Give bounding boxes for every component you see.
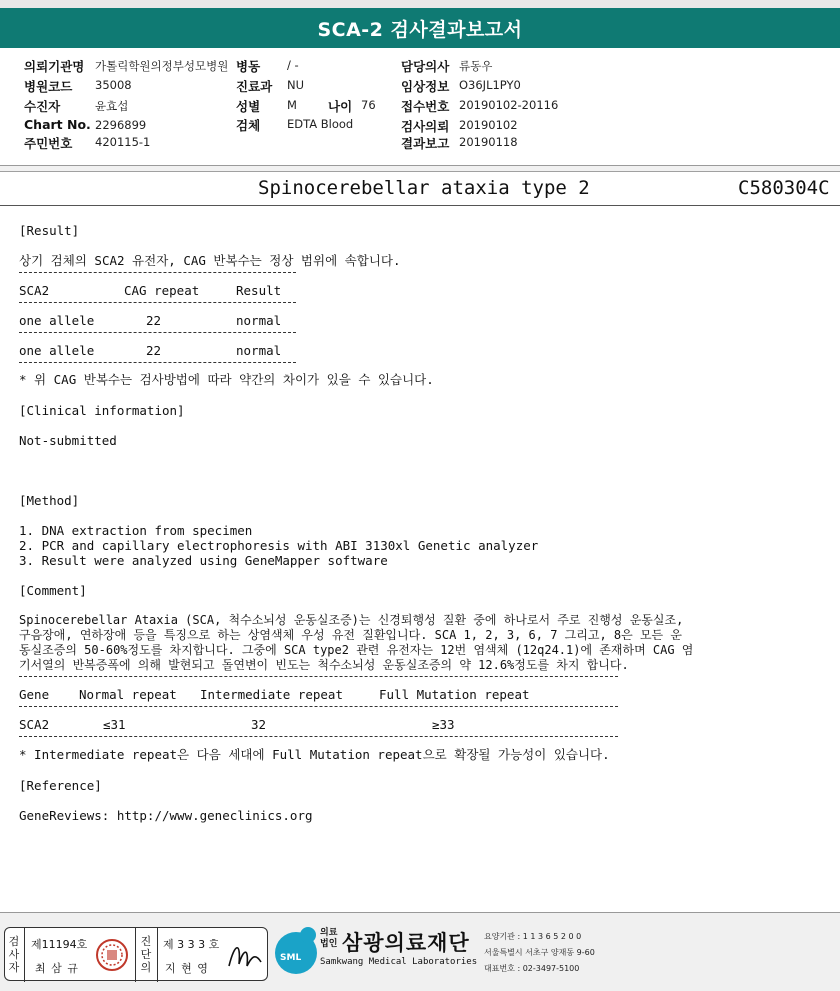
method-step-1: 1. DNA extraction from specimen xyxy=(19,523,253,538)
clinical-info-label: 임상정보 xyxy=(401,79,450,94)
result-col-gene: SCA2 xyxy=(19,283,50,298)
comment-col-intermediate: Intermediate repeat xyxy=(200,687,343,702)
result-col-cag: CAG repeat xyxy=(124,283,200,298)
sml-logo-icon xyxy=(272,925,320,975)
institution-code: 요양기관 : 1 1 3 6 5 2 0 0 xyxy=(484,932,582,941)
comment-note: * Intermediate repeat은 다음 세대에 Full Mutation repeat으로 확장될 가능성이 있습니다. xyxy=(19,747,610,762)
reception-label: 접수번호 xyxy=(401,99,450,114)
method-step-3: 3. Result were analyzed using GeneMapper software xyxy=(19,553,388,568)
top-strip xyxy=(0,0,840,8)
lab-logo-block xyxy=(272,923,832,985)
result-date-value: 20190118 xyxy=(459,135,518,149)
comment-col-normal: Normal repeat xyxy=(79,687,177,702)
clinical-info-value: O36JL1PY0 xyxy=(459,78,521,92)
approver-label: 진단의 xyxy=(140,935,152,974)
comment-line-1: Spinocerebellar Ataxia (SCA, 척수소뇌성 운동실조증)는 신경퇴행성 질환 중에 하나로서 주로 진행성 운동실조, xyxy=(19,613,684,627)
patient-name-label: 수진자 xyxy=(24,99,61,114)
age-label: 나이 xyxy=(328,99,353,114)
chart-no-value: 2296899 xyxy=(95,118,147,132)
request-date-value: 20190102 xyxy=(459,118,518,132)
comment-row-gene: SCA2 xyxy=(19,717,50,732)
test-header xyxy=(0,172,840,206)
specimen-value: EDTA Blood xyxy=(287,117,354,131)
comment-row-normal: ≤31 xyxy=(103,717,126,732)
inspector-name: 최 삼 규 xyxy=(35,962,79,975)
method-heading: [Method] xyxy=(19,493,80,508)
test-code: C580304C xyxy=(738,177,830,199)
comment-row-full: ≥33 xyxy=(432,717,455,732)
rrn-label: 주민번호 xyxy=(24,136,73,151)
logo-text: SML xyxy=(280,953,302,963)
signature-box xyxy=(4,927,268,981)
sex-label: 성별 xyxy=(236,99,261,114)
org-address: 서울특별시 서초구 양재동 9-60 xyxy=(484,948,595,957)
signature-icon xyxy=(225,936,265,974)
approver-name: 지 현 영 xyxy=(165,962,209,975)
doctor-value: 류동우 xyxy=(459,59,493,73)
clinical-heading: [Clinical information] xyxy=(19,403,185,418)
institution-value: 가톨릭학원의정부성모병원 xyxy=(95,59,229,73)
result-date-label: 결과보고 xyxy=(401,136,450,151)
report-footer xyxy=(0,912,840,991)
rrn-value: 420115-1 xyxy=(95,135,151,149)
comment-line-4: 기서열의 반복증폭에 의해 발현되고 돌연변이 빈도는 척수소뇌성 운동실조증의 약 12.6%정도를 차지 합니다. xyxy=(19,658,629,672)
approver-license: 제 3 3 3 호 xyxy=(163,938,220,951)
comment-line-3: 동실조증의 50-60%정도를 차지합니다. 그중에 SCA type2 관련 유전자는 12번 염색체 (12q24.1)에 존재하며 CAG 염 xyxy=(19,643,694,657)
ward-label: 병동 xyxy=(236,59,261,74)
clinical-text: Not-submitted xyxy=(19,433,117,448)
age-value: 76 xyxy=(361,98,376,112)
divider xyxy=(19,736,618,737)
result-heading: [Result] xyxy=(19,223,80,238)
comment-row-intermediate: 32 xyxy=(251,717,267,732)
org-name: 삼광의료재단 xyxy=(342,931,470,955)
divider xyxy=(19,362,296,363)
org-english-name: Samkwang Medical Laboratories xyxy=(320,957,478,967)
hospital-code-label: 병원코드 xyxy=(24,79,73,94)
dept-label: 진료과 xyxy=(236,79,273,94)
chart-no-label: Chart No. xyxy=(24,117,91,132)
result-row-1-allele: one allele xyxy=(19,313,95,328)
test-name: Spinocerebellar ataxia type 2 xyxy=(258,177,590,199)
divider xyxy=(19,332,296,333)
org-type: 의료법인 xyxy=(320,928,338,949)
patient-info-panel xyxy=(0,48,840,166)
sex-value: M xyxy=(287,98,297,112)
dept-value: NU xyxy=(287,78,305,92)
divider xyxy=(19,706,618,707)
reference-text: GeneReviews: http://www.geneclinics.org xyxy=(19,808,313,823)
divider xyxy=(19,676,618,677)
specimen-label: 검체 xyxy=(236,118,261,133)
inspector-label: 검사자 xyxy=(8,935,20,974)
result-row-2-result: normal xyxy=(236,343,282,358)
reception-value: 20190102-20116 xyxy=(459,98,559,112)
ward-value: / - xyxy=(287,58,299,72)
comment-heading: [Comment] xyxy=(19,583,87,598)
result-row-2-allele: one allele xyxy=(19,343,95,358)
hospital-code-value: 35008 xyxy=(95,78,132,92)
inspector-license: 제11194호 xyxy=(31,938,88,951)
reference-heading: [Reference] xyxy=(19,778,102,793)
inspector-seal-icon xyxy=(95,938,129,972)
result-note: * 위 CAG 반복수는 검사방법에 따라 약간의 차이가 있을 수 있습니다. xyxy=(19,372,434,387)
doctor-label: 담당의사 xyxy=(401,59,450,74)
comment-line-2: 구음장애, 연하장애 등을 특징으로 하는 상염색체 우성 유전 질환입니다. SCA 1, 2, 3, 6, 7 그리고, 8은 모든 운 xyxy=(19,628,682,642)
result-row-1-result: normal xyxy=(236,313,282,328)
report-title: SCA-2 검사결과보고서 xyxy=(0,8,840,48)
comment-col-full: Full Mutation repeat xyxy=(379,687,530,702)
patient-name-value: 윤효섭 xyxy=(95,99,129,113)
method-step-2: 2. PCR and capillary electrophoresis with ABI 3130xl Genetic analyzer xyxy=(19,538,539,553)
divider xyxy=(157,928,158,982)
divider xyxy=(19,302,296,303)
result-summary: 상기 검체의 SCA2 유전자, CAG 반복수는 정상 범위에 속합니다. xyxy=(19,253,401,268)
result-row-2-cag: 22 xyxy=(146,343,162,358)
divider xyxy=(135,928,136,982)
divider xyxy=(24,928,25,982)
request-date-label: 검사의뢰 xyxy=(401,119,450,134)
institution-label: 의뢰기관명 xyxy=(24,59,85,74)
result-col-result: Result xyxy=(236,283,282,298)
divider xyxy=(19,272,296,273)
comment-col-gene: Gene xyxy=(19,687,50,702)
org-phone: 대표번호 : 02-3497-5100 xyxy=(484,964,580,973)
result-row-1-cag: 22 xyxy=(146,313,162,328)
